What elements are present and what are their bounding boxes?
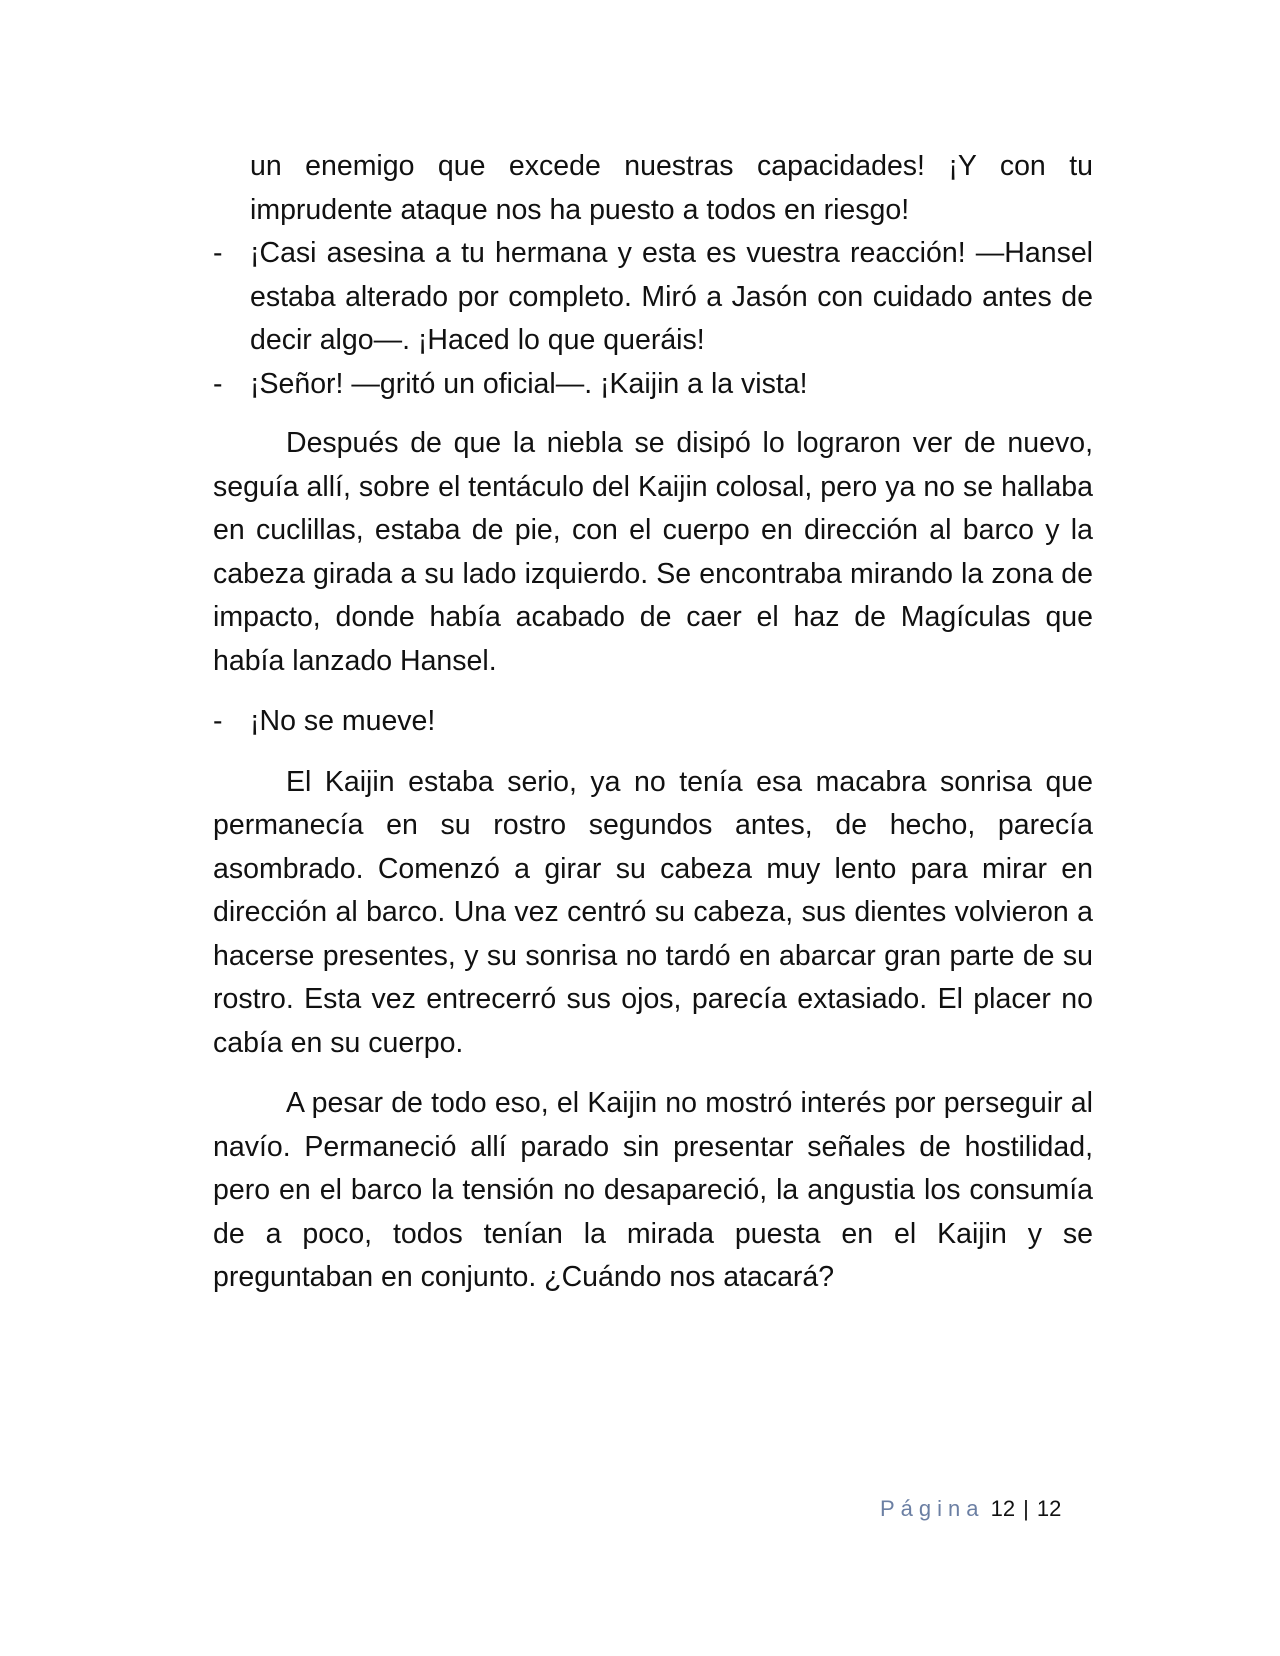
paragraph-gap [213, 406, 1093, 422]
dialogue-text: ¡No se mueve! [250, 705, 436, 737]
page-body [213, 145, 1093, 1300]
paragraph: A pesar de todo eso, el Kaijin no mostró interés por perseguir al navío. Permaneció allí parado sin presentar señales de hostilidad, pero en el barco la tensión no desapareció, la angustia los consumía de a poco, todos tenían la mirada puesta en el Kaijin y se preguntaban en conjunto. ¿Cuándo nos atacará? [213, 1087, 1093, 1293]
paragraph-gap [213, 744, 1093, 761]
dialogue-dash: - [213, 367, 223, 400]
dialogue-dash: - [213, 705, 223, 737]
page-footer [880, 1494, 1080, 1524]
dialogue-text: ¡Casi asesina a tu hermana y esta es vuestra reacción! —Hansel estaba alterado por completo. Miró a Jasón con cuidado antes de decir algo—. ¡Haced lo que queráis! [250, 237, 1093, 356]
continuation-text: un enemigo que excede nuestras capacidades! ¡Y con tu imprudente ataque nos ha puesto a todos en riesgo! [250, 150, 1093, 226]
dialogue-dash: - [213, 237, 223, 269]
paragraph-gap [213, 1065, 1093, 1082]
dialogue-line-2 [213, 363, 1093, 407]
paragraph: Después de que la niebla se disipó lo lograron ver de nuevo, seguía allí, sobre el tentáculo del Kaijin colosal, pero ya no se hallaba en cuclillas, estaba de pie, con el cuerpo en dirección al barco y la cabeza girada a su lado izquierdo. Se encontraba mirando la zona de impacto, donde había acabado de caer el haz de Magículas que había lanzado Hansel. [213, 427, 1093, 677]
total-pages-number: 12 [1036, 1496, 1062, 1521]
dialogue-line-1 [213, 232, 1093, 363]
page-separator: | [1023, 1496, 1029, 1521]
dialogue-line-3 [213, 700, 1093, 744]
dialogue-text: ¡Señor! —gritó un oficial—. ¡Kaijin a la vista! [250, 367, 808, 400]
page-label: Página [880, 1496, 985, 1521]
paragraph-gap [213, 683, 1093, 700]
paragraph: El Kaijin estaba serio, ya no tenía esa macabra sonrisa que permanecía en su rostro segundos antes, de hecho, parecía asombrado. Comenzó a girar su cabeza muy lento para mirar en dirección al barco. Una vez centró su cabeza, sus dientes volvieron a hacerse presentes, y su sonrisa no tardó en abarcar gran parte de su rostro. Esta vez entrecerró sus ojos, parecía extasiado. El placer no cabía en su cuerpo. [213, 765, 1093, 1059]
current-page-number: 12 [990, 1496, 1016, 1521]
